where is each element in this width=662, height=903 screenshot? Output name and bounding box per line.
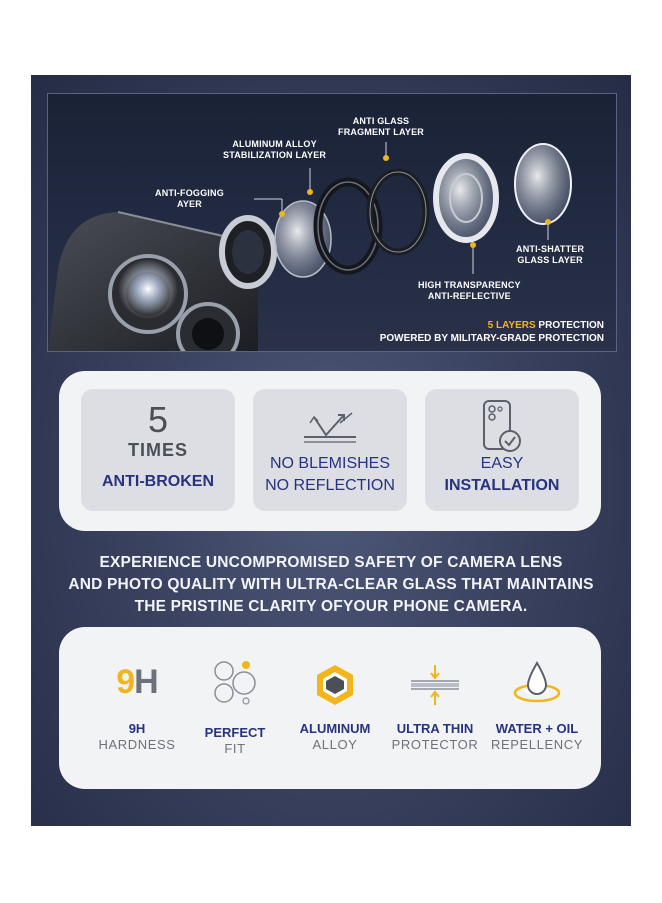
callout-aluminum-alloy (223, 139, 326, 161)
phone-check-icon (480, 399, 524, 455)
feature-perfect-fit (185, 627, 285, 789)
callout-high-transparency (418, 280, 521, 302)
feature-title: WATER + OIL (495, 721, 579, 736)
powered-by-text: POWERED BY MILITARY-GRADE PROTECTION (379, 333, 604, 344)
feature-title: PERFECT (204, 725, 266, 740)
feature-aluminum-alloy (285, 627, 385, 789)
benefit-line2: INSTALLATION (444, 477, 560, 494)
callout-text: ANTI GLASS (352, 116, 410, 126)
anti-shatter-layer (515, 144, 571, 224)
callout-text: ANTI-REFLECTIVE (427, 291, 511, 301)
callout-text: ALUMINUM ALLOY (232, 139, 317, 149)
callout-text: HIGH TRANSPARENCY (418, 280, 521, 290)
lens-layers-hero (47, 93, 617, 352)
feature-subtitle: REPELLENCY (491, 737, 583, 752)
tagline-line: AND PHOTO QUALITY WITH ULTRA-CLEAR GLASS THAT MAINTAINS (68, 576, 594, 593)
benefit-line1: EASY (480, 455, 524, 472)
product-infographic-panel (31, 75, 631, 826)
benefit-line1: NO BLEMISHES (269, 455, 391, 472)
surface-reflection-icon (300, 407, 360, 447)
callout-text: GLASS LAYER (517, 255, 583, 265)
callout-text: AYER (176, 199, 202, 209)
feature-title: ALUMINUM (299, 721, 371, 736)
layers-count: 5 LAYERS (487, 320, 536, 331)
feature-title: 9H (128, 721, 146, 736)
benefit-number: 5 (147, 399, 169, 440)
lens-layers-illustration (48, 94, 616, 351)
feature-subtitle: ALLOY (312, 737, 358, 752)
feature-ultra-thin (385, 627, 485, 789)
benefit-no-reflection (253, 389, 407, 511)
hexagon-alloy-icon (313, 663, 357, 707)
feature-subtitle: HARDNESS (98, 737, 176, 752)
tagline-line: EXPERIENCE UNCOMPROMISED SAFETY OF CAMERA LENS (99, 554, 563, 571)
feature-subtitle: FIT (224, 741, 246, 756)
anti-reflective-layer (436, 156, 496, 240)
features-card (59, 627, 601, 789)
callout-text: ANTI-SHATTER (516, 244, 585, 254)
callout-text: STABILIZATION LAYER (223, 150, 327, 160)
benefit-line2: NO REFLECTION (265, 477, 395, 494)
layers-line (380, 319, 604, 332)
thin-layer-icon (407, 663, 463, 707)
benefit-line2: ANTI-BROKEN (102, 473, 214, 490)
callout-anti-fogging (155, 188, 224, 210)
9h-badge-icon: 9H (116, 663, 158, 701)
lens-circles-icon (210, 659, 260, 709)
benefit-easy-installation (425, 389, 579, 511)
feature-water-oil (487, 627, 587, 789)
water-drop-icon (512, 661, 562, 705)
benefit-anti-broken (81, 389, 235, 511)
tagline (31, 552, 631, 618)
feature-title: ULTRA THIN (396, 721, 474, 736)
feature-9h-hardness (87, 627, 187, 789)
callout-text: FRAGMENT LAYER (338, 127, 424, 137)
benefits-card (59, 371, 601, 531)
benefit-line1: TIMES (127, 440, 188, 460)
feature-subtitle: PROTECTOR (391, 737, 479, 752)
callout-anti-shatter (516, 244, 584, 266)
lens-flare (118, 259, 178, 319)
layers-suffix: PROTECTION (535, 320, 604, 331)
protection-note (380, 319, 604, 345)
callout-text: ANTI-FOGGING (155, 188, 224, 198)
callout-anti-glass (338, 116, 424, 138)
tagline-line: THE PRISTINE CLARITY OFYOUR PHONE CAMERA. (134, 598, 528, 615)
